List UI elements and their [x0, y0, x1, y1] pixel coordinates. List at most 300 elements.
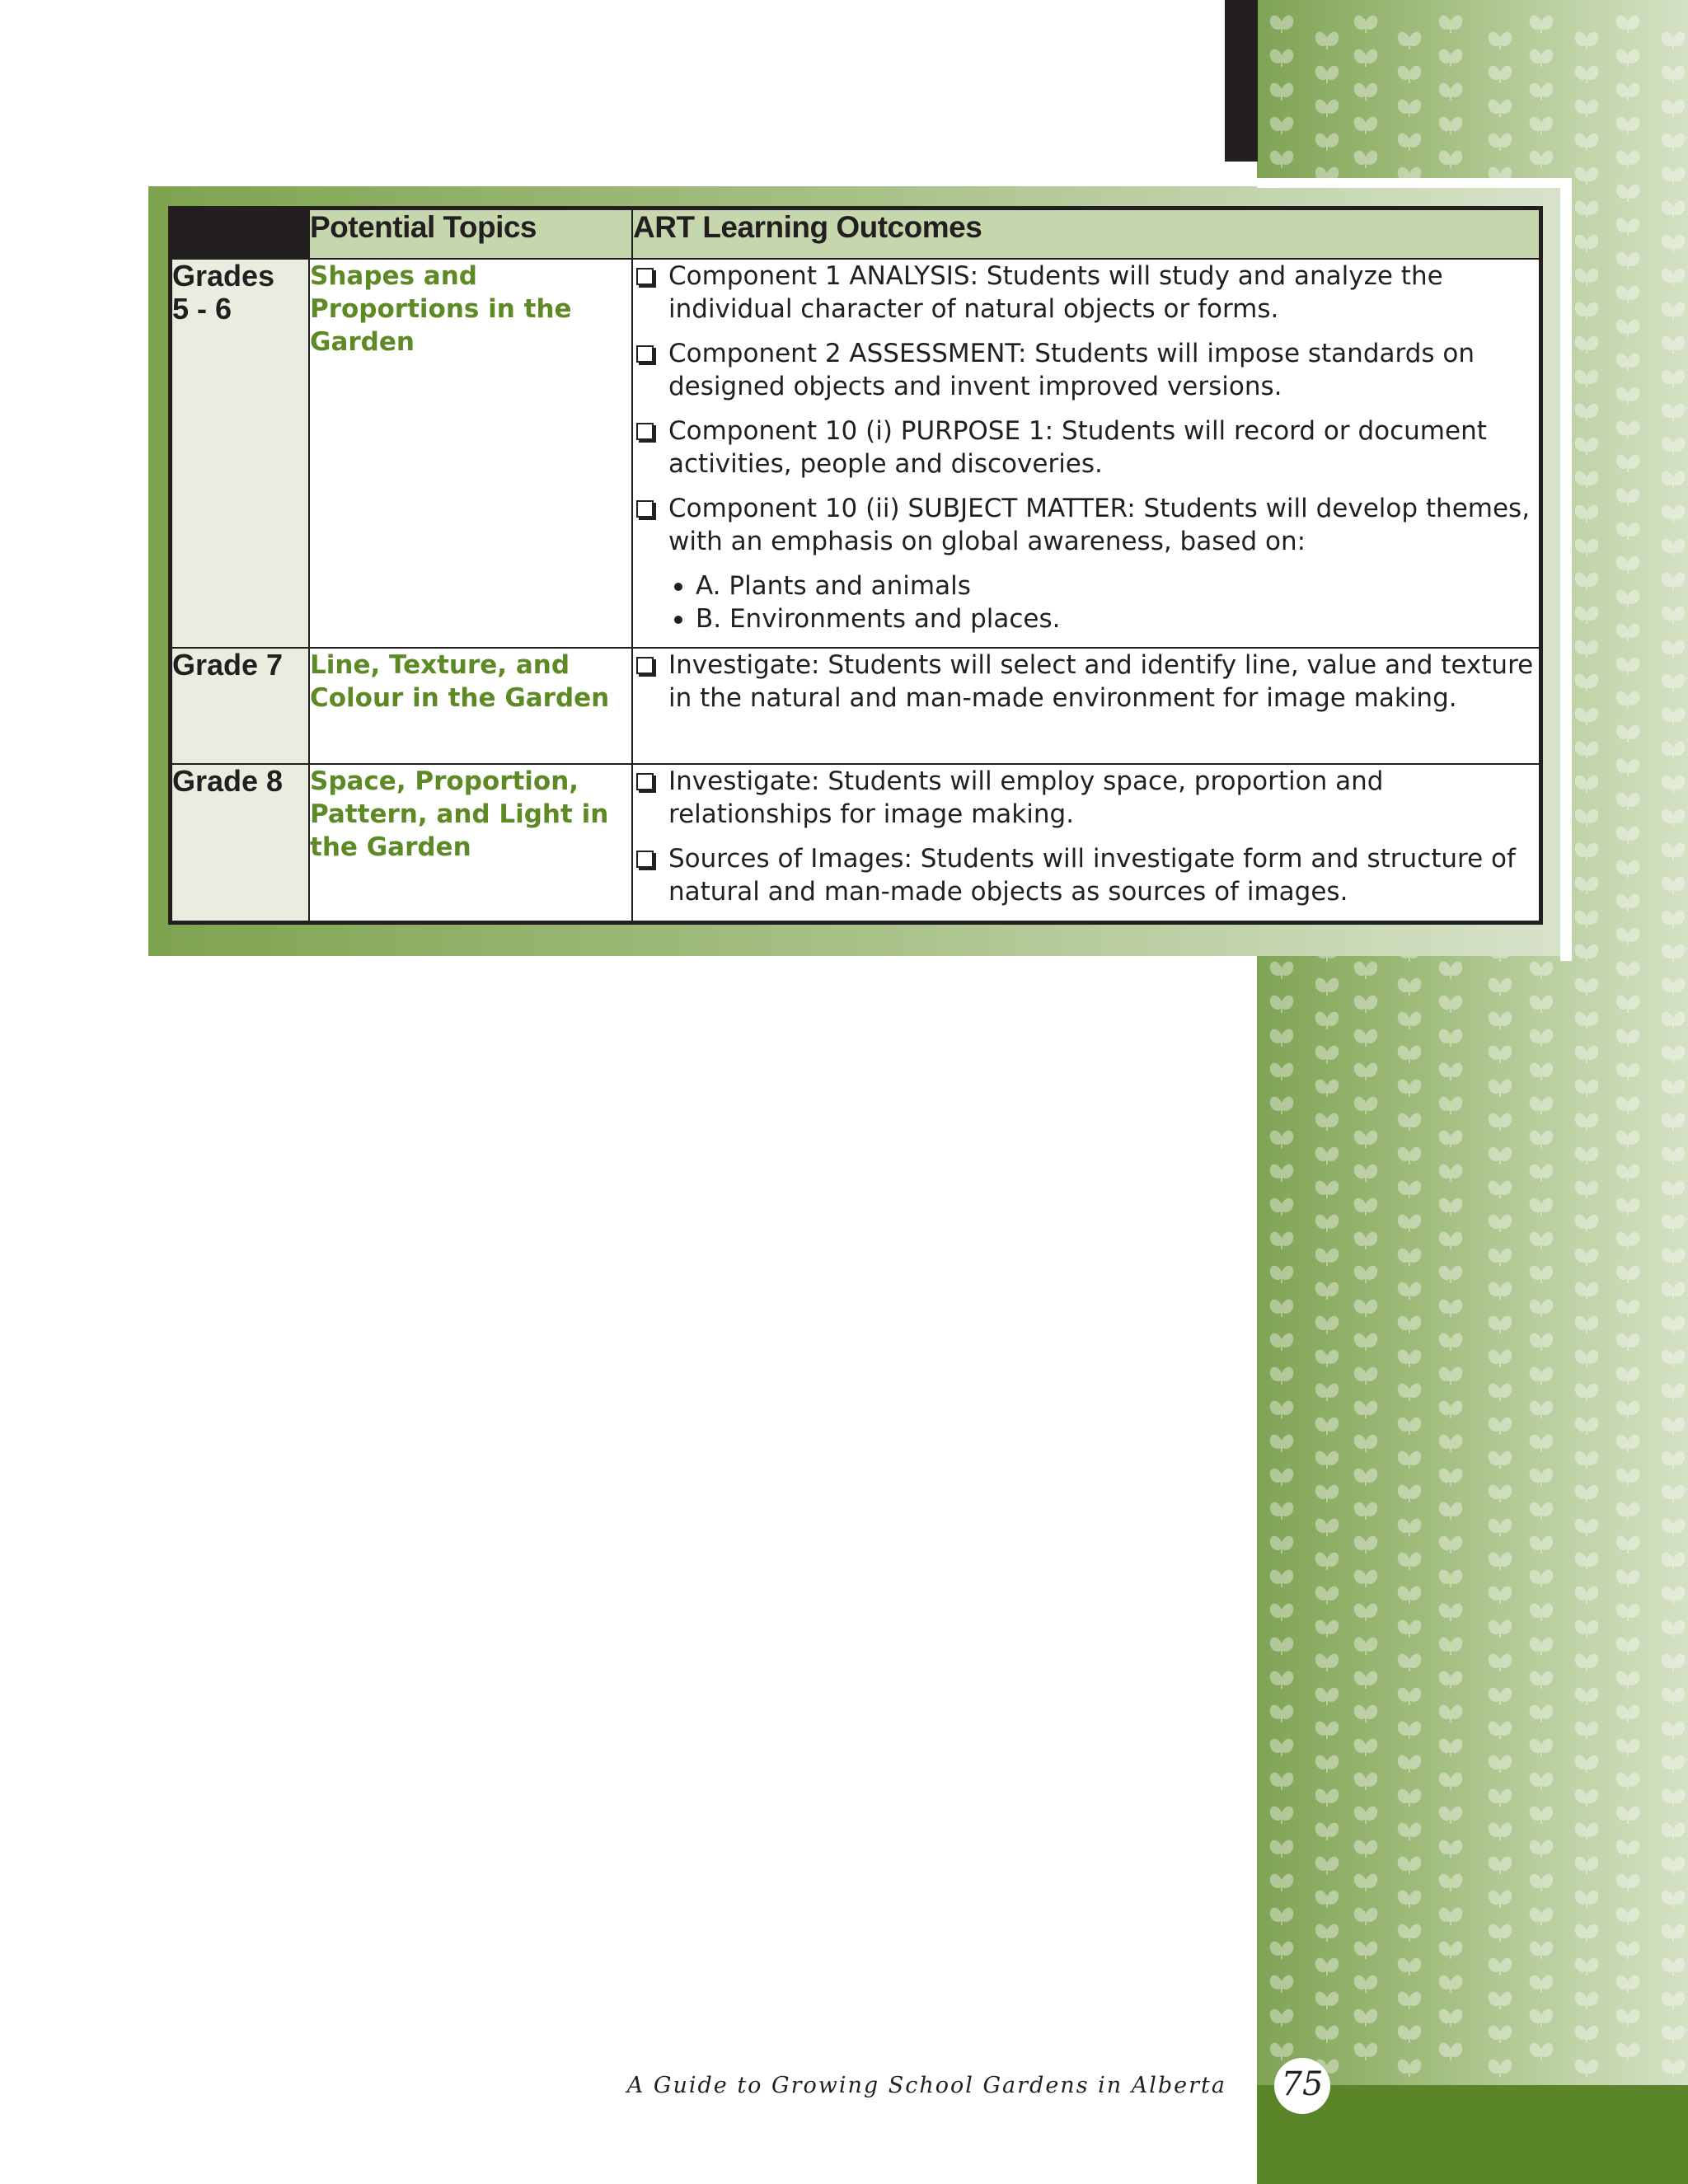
outcome-cell [632, 259, 1541, 648]
leaf-icon [1270, 1942, 1294, 1959]
leaf-icon [1270, 1198, 1294, 1216]
leaf-icon [1398, 1080, 1422, 1097]
leaf-icon [1530, 996, 1554, 1013]
leaf-icon [1489, 1620, 1512, 1638]
leaf-icon [1616, 218, 1640, 236]
leaf-icon [1616, 1266, 1640, 1283]
checkbox-icon [636, 657, 654, 674]
leaf-icon [1439, 1536, 1463, 1554]
leaf-icon [1398, 1958, 1422, 1975]
leaf-icon [1662, 1181, 1686, 1198]
leaf-icon [1439, 1975, 1463, 1993]
leaf-icon [1575, 336, 1599, 354]
leaf-icon [1616, 658, 1640, 675]
leaf-icon [1398, 1823, 1422, 1840]
leaf-icon [1398, 1046, 1422, 1063]
leaf-icon [1575, 1924, 1599, 1942]
leaf-icon [1575, 877, 1599, 894]
checkbox-icon [636, 268, 654, 285]
leaf-icon [1489, 100, 1512, 117]
leaf-icon [1575, 100, 1599, 117]
leaf-icon [1575, 471, 1599, 489]
leaf-icon [1354, 1536, 1378, 1554]
leaf-icon [1354, 1029, 1378, 1047]
leaf-icon [1354, 83, 1378, 101]
leaf-icon [1616, 996, 1640, 1013]
leaf-icon [1662, 843, 1686, 860]
leaf-icon [1398, 1384, 1422, 1401]
leaf-icon [1270, 1367, 1294, 1385]
leaf-icon [1616, 1367, 1640, 1385]
leaf-icon [1315, 1789, 1339, 1807]
leaf-icon [1575, 1586, 1599, 1604]
leaf-icon [1575, 201, 1599, 218]
leaf-icon [1662, 674, 1686, 691]
leaf-icon [1439, 1908, 1463, 1925]
leaf-icon [1489, 1992, 1512, 2009]
leaf-icon [1662, 2026, 1686, 2043]
leaf-icon [1315, 1722, 1339, 1739]
leaf-icon [1530, 1401, 1554, 1418]
leaf-icon [1270, 151, 1294, 168]
leaf-icon [1489, 66, 1512, 83]
leaf-icon [1616, 590, 1640, 607]
leaf-icon [1439, 2009, 1463, 2027]
leaf-icon [1315, 134, 1339, 151]
leaf-icon [1315, 1316, 1339, 1333]
panel-edge [1560, 178, 1572, 961]
leaf-icon [1530, 1942, 1554, 1959]
leaf-icon [1354, 1063, 1378, 1080]
leaf-icon [1530, 1367, 1554, 1385]
leaf-icon [1616, 928, 1640, 945]
outcome-cell [632, 648, 1541, 764]
leaf-icon [1489, 1451, 1512, 1469]
leaf-icon [1575, 1147, 1599, 1165]
leaf-icon [1575, 1113, 1599, 1131]
leaf-icon [1575, 539, 1599, 556]
leaf-icon [1575, 404, 1599, 421]
leaf-icon [1489, 1080, 1512, 1097]
leaf-icon [1489, 1282, 1512, 1300]
leaf-icon [1575, 1012, 1599, 1029]
leaf-icon [1439, 1570, 1463, 1587]
outcome-item [633, 649, 1539, 715]
leaf-icon [1315, 1958, 1339, 1975]
leaf-icon [1354, 1807, 1378, 1824]
leaf-icon [1398, 1485, 1422, 1502]
leaf-icon [1315, 1282, 1339, 1300]
leaf-icon [1616, 1097, 1640, 1114]
leaf-icon [1270, 1908, 1294, 1925]
leaf-icon [1575, 843, 1599, 860]
leaf-icon [1575, 66, 1599, 83]
leaf-icon [1616, 1333, 1640, 1351]
leaf-icon [1354, 1198, 1378, 1216]
leaf-icon [1530, 1232, 1554, 1249]
leaf-icon [1530, 117, 1554, 134]
leaf-icon [1575, 1485, 1599, 1502]
leaf-icon [1662, 370, 1686, 387]
leaf-icon [1398, 1519, 1422, 1536]
leaf-icon [1575, 1553, 1599, 1570]
leaf-icon [1530, 1502, 1554, 1520]
leaf-icon [1489, 1755, 1512, 1773]
leaf-icon [1270, 16, 1294, 33]
leaf-icon [1489, 2026, 1512, 2043]
leaf-icon [1662, 269, 1686, 286]
leaf-icon [1662, 1519, 1686, 1536]
leaf-icon [1662, 1789, 1686, 1807]
leaf-icon [1315, 1823, 1339, 1840]
leaf-icon [1616, 49, 1640, 67]
leaf-icon [1270, 1401, 1294, 1418]
leaf-icon [1530, 151, 1554, 168]
leaf-icon [1439, 1029, 1463, 1047]
leaf-icon [1270, 1165, 1294, 1182]
leaf-icon [1616, 1469, 1640, 1486]
checkbox-icon [636, 773, 654, 790]
leaf-icon [1662, 1586, 1686, 1604]
leaf-icon [1616, 1570, 1640, 1587]
leaf-icon [1398, 1249, 1422, 1266]
leaf-icon [1489, 1586, 1512, 1604]
leaf-icon [1439, 1435, 1463, 1452]
leaf-icon [1398, 1688, 1422, 1705]
leaf-icon [1439, 1739, 1463, 1756]
leaf-icon [1662, 1249, 1686, 1266]
leaf-icon [1270, 1874, 1294, 1891]
leaf-icon [1662, 336, 1686, 354]
outcome-item [633, 260, 1539, 326]
leaf-icon [1270, 2043, 1294, 2060]
leaf-icon [1616, 1131, 1640, 1148]
leaf-icon [1439, 1705, 1463, 1722]
leaf-icon [1662, 877, 1686, 894]
leaf-icon [1530, 1908, 1554, 1925]
leaf-icon [1616, 185, 1640, 202]
leaf-icon [1530, 1638, 1554, 1655]
leaf-icon [1439, 1232, 1463, 1249]
leaf-icon [1662, 1418, 1686, 1435]
leaf-icon [1530, 1063, 1554, 1080]
header-art-learning-outcomes: ART Learning Outcomes [632, 209, 1541, 260]
leaf-icon [1575, 573, 1599, 590]
leaf-icon [1530, 1029, 1554, 1047]
leaf-icon [1354, 1333, 1378, 1351]
leaf-icon [1575, 269, 1599, 286]
leaf-icon [1575, 235, 1599, 252]
leaf-icon [1398, 1553, 1422, 1570]
page-number: 75 [1274, 2058, 1330, 2114]
outcome-text: Investigate: Students will select and identify line, value and texture in the natural and man-made environment for image making. [668, 650, 1534, 713]
leaf-icon [1270, 1502, 1294, 1520]
leaf-icon [1662, 1384, 1686, 1401]
outcome-text: Sources of Images: Students will investigate form and structure of natural and man-made objects as sources of images. [668, 844, 1516, 907]
leaf-icon [1489, 1924, 1512, 1942]
leaf-icon [1398, 1755, 1422, 1773]
leaf-icon [1439, 1266, 1463, 1283]
leaf-icon [1530, 16, 1554, 33]
bullet-list [633, 569, 1539, 635]
leaf-icon [1616, 556, 1640, 574]
leaf-icon [1398, 1586, 1422, 1604]
leaf-icon [1662, 32, 1686, 49]
leaf-icon [1530, 1840, 1554, 1858]
leaf-icon [1489, 1958, 1512, 1975]
leaf-icon [1662, 1688, 1686, 1705]
leaf-icon [1489, 1384, 1512, 1401]
leaf-icon [1616, 827, 1640, 844]
leaf-icon [1530, 1435, 1554, 1452]
leaf-icon [1530, 1266, 1554, 1283]
leaf-icon [1616, 320, 1640, 337]
leaf-icon [1489, 1485, 1512, 1502]
learning-outcomes-table [168, 206, 1543, 925]
leaf-icon [1530, 2009, 1554, 2027]
leaf-icon [1616, 1063, 1640, 1080]
leaf-icon [1616, 1840, 1640, 1858]
leaf-icon [1315, 66, 1339, 83]
leaf-icon [1662, 640, 1686, 658]
leaf-icon [1270, 1739, 1294, 1756]
leaf-icon [1354, 1570, 1378, 1587]
leaf-icon [1315, 1113, 1339, 1131]
leaf-icon [1575, 809, 1599, 827]
leaf-icon [1616, 252, 1640, 269]
table-row [171, 764, 1541, 922]
checkbox-icon [636, 500, 654, 518]
leaf-icon [1439, 1773, 1463, 1790]
leaf-icon [1315, 1586, 1339, 1604]
leaf-icon [1616, 962, 1640, 979]
leaf-icon [1575, 607, 1599, 624]
list-item [674, 569, 1539, 602]
leaf-icon [1270, 1536, 1294, 1554]
leaf-icon [1270, 1232, 1294, 1249]
leaf-icon [1354, 1604, 1378, 1621]
leaf-icon [1270, 1604, 1294, 1621]
topic-cell: Shapes and Proportions in the Garden [309, 259, 632, 648]
leaf-icon [1315, 100, 1339, 117]
leaf-icon [1662, 573, 1686, 590]
leaf-icon [1315, 1485, 1339, 1502]
leaf-icon [1315, 1924, 1339, 1942]
leaf-icon [1315, 1249, 1339, 1266]
leaf-icon [1575, 1857, 1599, 1874]
leaf-icon [1489, 1181, 1512, 1198]
outcome-text: Component 2 ASSESSMENT: Students will impose standards on designed objects and invent improved versions. [668, 339, 1475, 401]
leaf-icon [1575, 438, 1599, 455]
leaf-icon [1439, 962, 1463, 979]
leaf-icon [1489, 1891, 1512, 1908]
leaf-icon [1354, 1367, 1378, 1385]
leaf-icon [1439, 1502, 1463, 1520]
leaf-icon [1270, 1773, 1294, 1790]
leaf-icon [1315, 1181, 1339, 1198]
leaf-icon [1398, 1722, 1422, 1739]
leaf-icon [1575, 1654, 1599, 1671]
leaf-icon [1616, 523, 1640, 540]
leaf-icon [1439, 1807, 1463, 1824]
grade-cell [171, 259, 310, 648]
checkbox-icon [636, 423, 654, 440]
leaf-icon [1354, 1705, 1378, 1722]
leaf-icon [1354, 1874, 1378, 1891]
leaf-icon [1662, 776, 1686, 793]
leaf-icon [1489, 1249, 1512, 1266]
leaf-icon [1616, 1705, 1640, 1722]
leaf-icon [1530, 1773, 1554, 1790]
leaf-icon [1662, 1316, 1686, 1333]
leaf-icon [1439, 83, 1463, 101]
leaf-icon [1354, 1975, 1378, 1993]
leaf-icon [1616, 16, 1640, 33]
leaf-icon [1662, 1857, 1686, 1874]
leaf-icon [1662, 471, 1686, 489]
leaf-icon [1398, 1924, 1422, 1942]
leaf-icon [1270, 1807, 1294, 1824]
leaf-icon [1530, 1097, 1554, 1114]
leaf-icon [1489, 32, 1512, 49]
leaf-icon [1489, 1823, 1512, 1840]
leaf-icon [1439, 117, 1463, 134]
leaf-icon [1315, 1451, 1339, 1469]
leaf-icon [1530, 1739, 1554, 1756]
leaf-icon [1398, 1181, 1422, 1198]
leaf-icon [1616, 1536, 1640, 1554]
leaf-icon [1489, 1012, 1512, 1029]
leaf-icon [1662, 100, 1686, 117]
leaf-icon [1662, 742, 1686, 759]
leaf-icon [1616, 759, 1640, 776]
header-potential-topics: Potential Topics [309, 209, 632, 260]
leaf-icon [1662, 809, 1686, 827]
leaf-icon [1315, 1654, 1339, 1671]
leaf-icon [1662, 1215, 1686, 1232]
leaf-icon [1398, 1418, 1422, 1435]
leaf-icon [1616, 1908, 1640, 1925]
leaf-icon [1530, 1300, 1554, 1317]
leaf-icon [1616, 286, 1640, 303]
table-row [171, 648, 1541, 764]
list-item [674, 602, 1539, 635]
leaf-icon [1439, 1097, 1463, 1114]
leaf-icon [1616, 421, 1640, 438]
leaf-icon [1662, 404, 1686, 421]
leaf-icon [1270, 1300, 1294, 1317]
leaf-icon [1270, 83, 1294, 101]
leaf-icon [1354, 117, 1378, 134]
leaf-icon [1315, 1519, 1339, 1536]
leaf-icon [1530, 1604, 1554, 1621]
leaf-icon [1616, 1300, 1640, 1317]
leaf-icon [1530, 1536, 1554, 1554]
leaf-icon [1616, 1638, 1640, 1655]
leaf-icon [1439, 1131, 1463, 1148]
checkbox-icon [636, 345, 654, 363]
leaf-icon [1616, 2009, 1640, 2027]
leaf-icon [1616, 624, 1640, 641]
leaf-icon [1616, 894, 1640, 912]
black-tab [1225, 0, 1258, 162]
leaf-icon [1354, 2043, 1378, 2060]
outcome-item [633, 765, 1539, 831]
leaf-icon [1439, 1165, 1463, 1182]
topic-cell: Line, Texture, and Colour in the Garden [309, 648, 632, 764]
leaf-icon [1270, 1638, 1294, 1655]
leaf-icon [1662, 1451, 1686, 1469]
leaf-icon [1662, 1924, 1686, 1942]
leaf-icon [1530, 1469, 1554, 1486]
leaf-icon [1662, 1722, 1686, 1739]
leaf-icon [1270, 1435, 1294, 1452]
header-blank-cell [171, 209, 310, 260]
leaf-icon [1616, 1165, 1640, 1182]
leaf-icon [1315, 2026, 1339, 2043]
leaf-icon [1530, 1807, 1554, 1824]
leaf-icon [1662, 2060, 1686, 2077]
leaf-icon [1575, 1722, 1599, 1739]
leaf-icon [1575, 1080, 1599, 1097]
leaf-icon [1575, 1789, 1599, 1807]
leaf-icon [1315, 1857, 1339, 1874]
leaf-icon [1439, 16, 1463, 33]
leaf-icon [1398, 1992, 1422, 2009]
leaf-icon [1575, 302, 1599, 320]
leaf-icon [1489, 1722, 1512, 1739]
leaf-icon [1616, 1739, 1640, 1756]
leaf-icon [1270, 1570, 1294, 1587]
leaf-icon [1575, 1992, 1599, 2009]
leaf-icon [1270, 1029, 1294, 1047]
leaf-icon [1616, 117, 1640, 134]
leaf-icon [1398, 1891, 1422, 1908]
leaf-icon [1662, 708, 1686, 725]
leaf-icon [1398, 1147, 1422, 1165]
leaf-icon [1662, 1113, 1686, 1131]
outcome-item [633, 337, 1539, 403]
leaf-icon [1315, 1384, 1339, 1401]
leaf-icon [1662, 1485, 1686, 1502]
leaf-icon [1489, 978, 1512, 996]
leaf-icon [1489, 1418, 1512, 1435]
leaf-icon [1398, 134, 1422, 151]
leaf-icon [1315, 1147, 1339, 1165]
leaf-icon [1315, 1350, 1339, 1367]
leaf-icon [1398, 1012, 1422, 1029]
leaf-icon [1530, 1975, 1554, 1993]
leaf-icon [1575, 674, 1599, 691]
leaf-icon [1489, 1688, 1512, 1705]
leaf-icon [1398, 978, 1422, 996]
leaf-icon [1354, 1638, 1378, 1655]
leaf-icon [1575, 1620, 1599, 1638]
leaf-icon [1398, 1350, 1422, 1367]
leaf-icon [1662, 201, 1686, 218]
leaf-icon [1662, 1823, 1686, 1840]
leaf-icon [1315, 978, 1339, 996]
leaf-icon [1489, 1519, 1512, 1536]
leaf-icon [1616, 691, 1640, 709]
outcome-text: Investigate: Students will employ space, proportion and relationships for image making. [668, 766, 1384, 829]
leaf-icon [1315, 1046, 1339, 1063]
leaf-icon [1439, 996, 1463, 1013]
leaf-icon [1315, 1891, 1339, 1908]
leaf-icon [1530, 1165, 1554, 1182]
leaf-icon [1315, 1418, 1339, 1435]
leaf-icon [1439, 2043, 1463, 2060]
